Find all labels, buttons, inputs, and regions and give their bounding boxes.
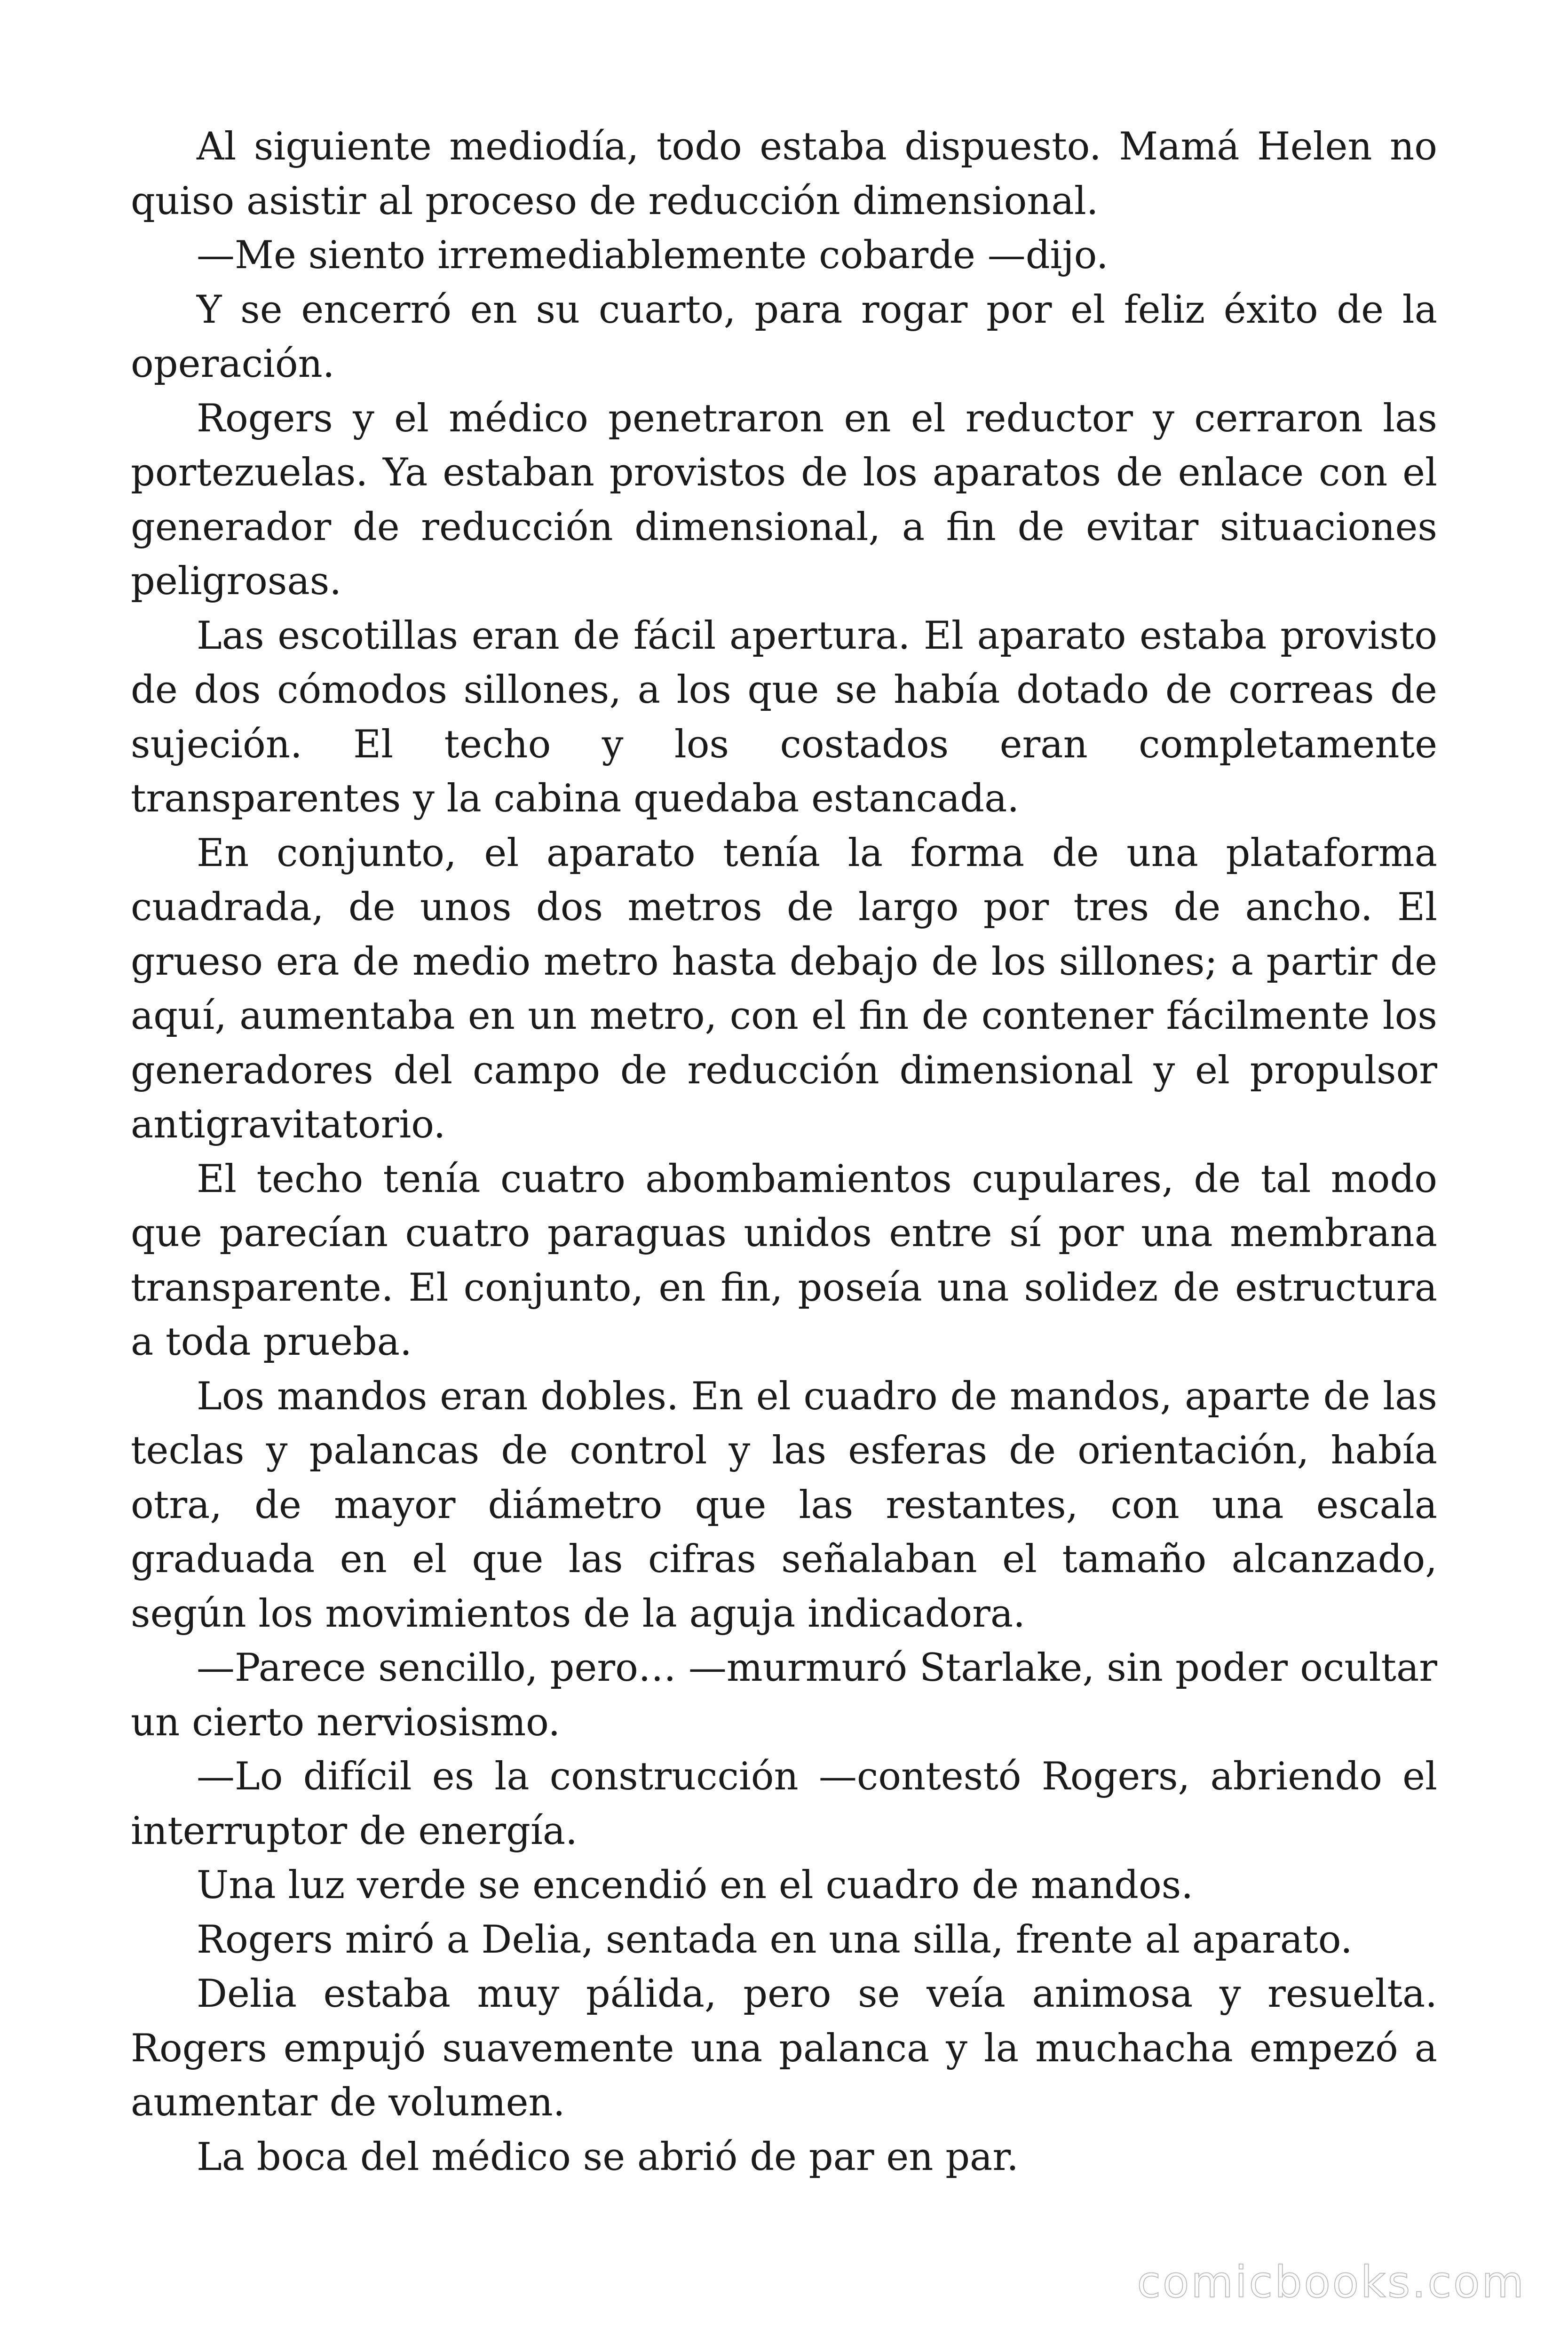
paragraph-14: La boca del médico se abrió de par en par. (197, 2135, 1019, 2179)
paragraph-9: —Parece sencillo, pero… —murmuró Starlake, sin poder ocultar un cierto nerviosismo. (131, 1646, 1437, 1745)
watermark: comicbooks.com (1137, 2257, 1526, 2307)
paragraph-7: El techo tenía cuatro abombamientos cupulares, de tal modo que parecían cuatro paraguas unidos entre sí por una membrana transparente. El conjunto, en fin, poseía una solidez de estructura a toda prueba. (131, 1157, 1437, 1364)
paragraph-5: Las escotillas eran de fácil apertura. El aparato estaba provisto de dos cómodos sillones, a los que se había dotado de correas de sujeción. El techo y los costados eran completamente transparentes y la cabina quedaba estancada. (131, 613, 1437, 821)
paragraph-13: Delia estaba muy pálida, pero se veía animosa y resuelta. Rogers empujó suavemente una palanca y la muchacha empezó a aumentar de volumen. (131, 1972, 1437, 2125)
paragraph-6: En conjunto, el aparato tenía la forma de una plataforma cuadrada, de unos dos metros de largo por tres de ancho. El grueso era de medio metro hasta debajo de los sillones; a partir de aquí, aumentaba en un metro, con el fin de contener fácilmente los generadores del campo de reducción dimensional y el propulsor antigravitatorio. (131, 831, 1437, 1147)
paragraph-1: Al siguiente mediodía, todo estaba dispuesto. Mamá Helen no quiso asistir al proceso de reducción dimensional. (131, 125, 1437, 223)
paragraph-8: Los mandos eran dobles. En el cuadro de mandos, aparte de las teclas y palancas de control y las esferas de orientación, había otra, de mayor diámetro que las restantes, con una escala graduada en el que las cifras señalaban el tamaño alcanzado, según los movimientos de la aguja indicadora. (131, 1374, 1437, 1636)
page-body-text (131, 120, 1437, 2185)
paragraph-4: Rogers y el médico penetraron en el reductor y cerraron las portezuelas. Ya estaban provistos de los aparatos de enlace con el generador de reducción dimensional, a fin de evitar situaciones peligrosas. (131, 396, 1437, 604)
paragraph-11: Una luz verde se encendió en el cuadro de mandos. (197, 1863, 1194, 1907)
paragraph-2: —Me siento irremediablemente cobarde —dijo. (197, 233, 1109, 278)
paragraph-3: Y se encerró en su cuarto, para rogar por el feliz éxito de la operación. (131, 287, 1437, 386)
paragraph-12: Rogers miró a Delia, sentada en una silla, frente al aparato. (197, 1917, 1353, 1962)
paragraph-10: —Lo difícil es la construcción —contestó Rogers, abriendo el interruptor de energía. (131, 1755, 1437, 1853)
